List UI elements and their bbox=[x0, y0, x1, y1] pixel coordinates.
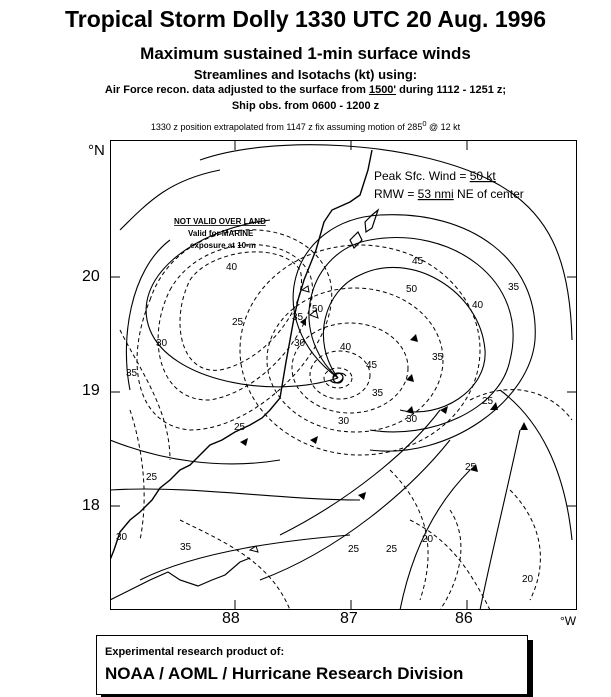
isotach-label: 35 bbox=[180, 542, 192, 553]
lon-label-88: 88 bbox=[222, 610, 240, 627]
isotach-label: 35 bbox=[372, 388, 384, 399]
position-degree: 0 bbox=[422, 119, 427, 128]
position-line bbox=[0, 119, 611, 132]
isotach-label: 35 bbox=[126, 368, 138, 379]
streamlines bbox=[110, 145, 572, 610]
isotach-label: 45 bbox=[366, 360, 378, 371]
isotach-label: 20 bbox=[522, 574, 534, 585]
isotach-labels bbox=[116, 256, 534, 585]
isotach-label: 25 bbox=[386, 544, 398, 555]
recon-text-pre: Air Force recon. data adjusted to the surface from bbox=[104, 84, 369, 96]
lon-label-87: 87 bbox=[340, 610, 358, 627]
ship-obs-line: Ship obs. from 0600 - 1200 z bbox=[231, 100, 380, 112]
recon-data-line bbox=[0, 84, 611, 96]
coastline-path bbox=[110, 150, 372, 560]
frame-ticks bbox=[110, 140, 577, 610]
isotach-label: 50 bbox=[312, 304, 324, 315]
west-unit-label: °W bbox=[560, 614, 577, 628]
isotach-label: 30 bbox=[294, 338, 306, 349]
isotach-label: 25 bbox=[482, 396, 494, 407]
lat-label-20: 20 bbox=[82, 268, 100, 285]
position-text-pre: 1330 z position extrapolated from 1147 z fix assuming motion of 285 bbox=[150, 122, 423, 132]
isotach-label: 40 bbox=[340, 342, 352, 353]
peak-wind-text: Peak Sfc. Wind = 50 kt bbox=[374, 169, 496, 183]
page-subtitle: Maximum sustained 1-min surface winds bbox=[140, 44, 471, 63]
rmw-text: RMW = 53 nmi NE of center bbox=[374, 187, 524, 201]
credit-org-text: NOAA / AOML / Hurricane Research Division bbox=[105, 664, 464, 683]
isotach-label: 20 bbox=[422, 534, 434, 545]
isotach-label: 25 bbox=[234, 422, 246, 433]
recon-text-post: during 1112 - 1251 z; bbox=[396, 84, 507, 96]
islet-1 bbox=[302, 286, 309, 292]
isotach-label: 30 bbox=[116, 532, 128, 543]
lat-label-19: 19 bbox=[82, 382, 100, 399]
lon-label-86: 86 bbox=[455, 610, 473, 627]
north-unit-label: °N bbox=[88, 142, 105, 159]
isotach-label: 35 bbox=[432, 352, 444, 363]
method-line: Streamlines and Isotachs (kt) using: bbox=[193, 67, 418, 82]
island-path bbox=[365, 210, 378, 232]
page-title: Tropical Storm Dolly 1330 UTC 20 Aug. 1996 bbox=[64, 6, 547, 32]
isotach-label: 50 bbox=[406, 284, 418, 295]
lat-label-18: 18 bbox=[82, 497, 100, 514]
credit-box bbox=[96, 635, 528, 695]
recon-altitude: 1500' bbox=[368, 84, 397, 96]
position-text-post: @ 12 kt bbox=[426, 122, 461, 132]
isotach-label: 35 bbox=[292, 312, 304, 323]
isotach-label: 25 bbox=[146, 472, 158, 483]
isotach-label: 40 bbox=[472, 300, 484, 311]
isotach-label: 25 bbox=[465, 462, 477, 473]
isotach-label: 25 bbox=[232, 317, 244, 328]
isotach-label: 30 bbox=[338, 416, 350, 427]
exposure-text: exposure at 10-m bbox=[190, 241, 256, 250]
wind-analysis-map bbox=[110, 140, 577, 610]
isotach-label: 25 bbox=[348, 544, 360, 555]
not-valid-text: NOT VALID OVER LAND bbox=[174, 217, 266, 226]
isotach-label: 30 bbox=[156, 338, 168, 349]
isotach-label: 30 bbox=[406, 414, 418, 425]
credit-small-text: Experimental research product of: bbox=[105, 646, 285, 658]
map-frame bbox=[111, 141, 577, 610]
isotach-label: 40 bbox=[226, 262, 238, 273]
isotach-label: 35 bbox=[508, 282, 520, 293]
valid-marine-text: Valid for MARINE bbox=[188, 229, 254, 238]
isotach-label: 45 bbox=[412, 256, 424, 267]
